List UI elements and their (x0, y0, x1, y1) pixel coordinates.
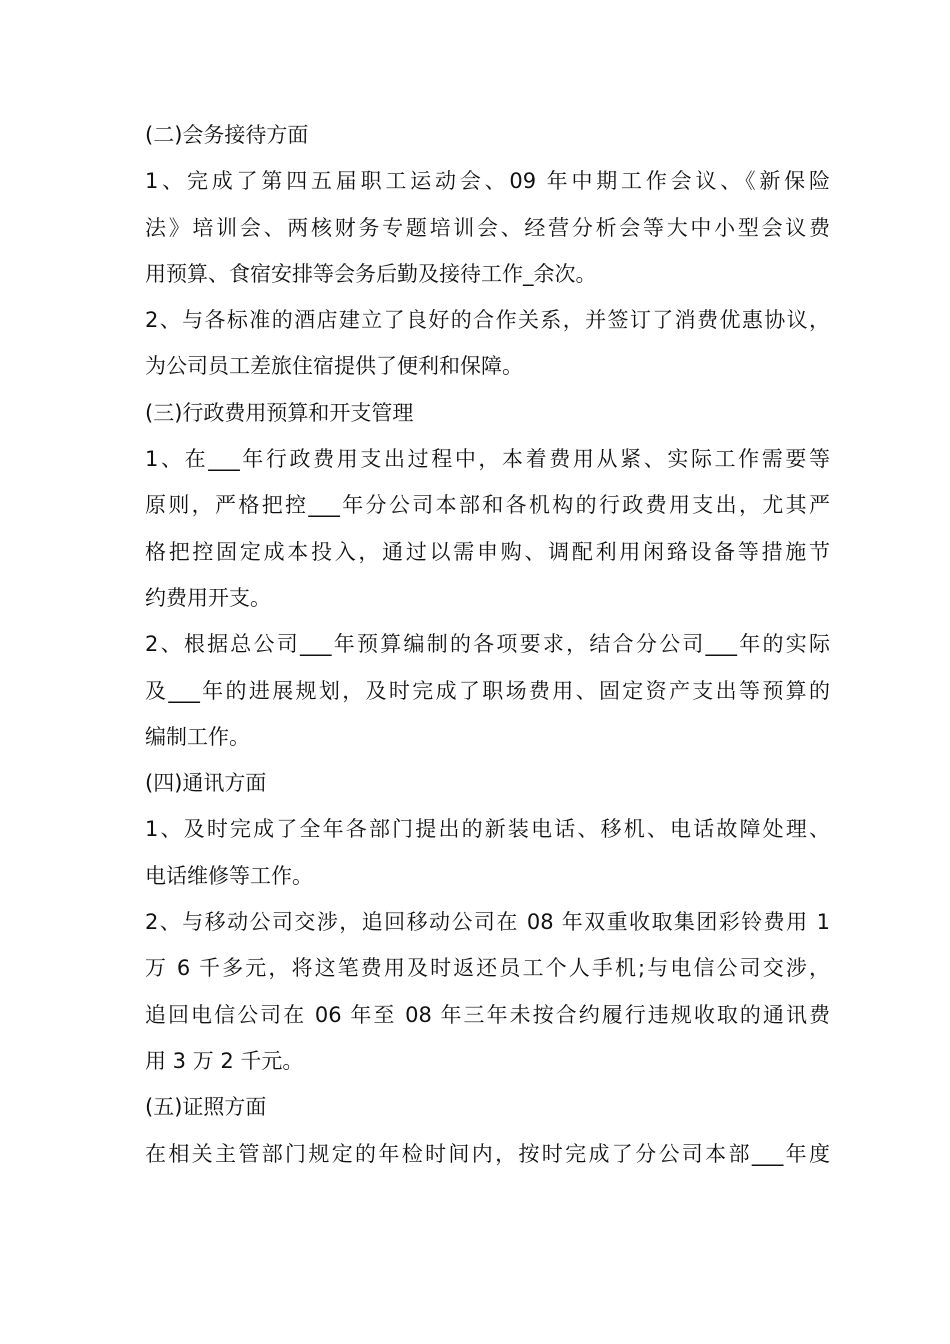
section-heading (145, 760, 830, 806)
text-line: 电话维修等工作。 (145, 863, 313, 888)
heading-text: (二)会务接待方面 (145, 123, 309, 147)
paragraph (145, 158, 830, 297)
text-line: 为公司员工差旅住宿提供了便利和保障。 (145, 354, 523, 379)
text-line: 1、及时完成了全年各部门提出的新装电话、移机、电话故障处理、 (145, 817, 830, 842)
document-body (145, 112, 830, 1177)
paragraph (145, 436, 830, 621)
heading-text: (三)行政费用预算和开支管理 (145, 400, 414, 425)
text-line: 2、与各标准的酒店建立了良好的合作关系，并签订了消费优惠协议， (145, 308, 830, 333)
paragraph (145, 297, 830, 390)
text-line: 用 3 万 2 千元。 (145, 1048, 304, 1073)
paragraph (145, 1131, 830, 1177)
text-line: 2、与移动公司交涉，追回移动公司在 08 年双重收取集团彩铃费用 1 (145, 910, 830, 935)
text-line: 格把控固定成本投入，通过以需申购、调配利用闲臵设备等措施节 (145, 539, 830, 564)
text-line: 及___年的进展规划，及时完成了职场费用、固定资产支出等预算的 (145, 678, 830, 703)
text-line: 1、在___年行政费用支出过程中，本着费用从紧、实际工作需要等 (145, 447, 830, 472)
text-line: 2、根据总公司___年预算编制的各项要求，结合分公司___年的实际 (145, 632, 830, 657)
text-line: 1、完成了第四五届职工运动会、09 年中期工作会议、《新保险 (145, 169, 830, 194)
section-heading (145, 112, 830, 158)
text-line: 用预算、食宿安排等会务后勤及接待工作_余次。 (145, 261, 597, 286)
text-line: 万 6 千多元，将这笔费用及时返还员工个人手机;与电信公司交涉， (145, 956, 830, 981)
paragraph (145, 621, 830, 760)
text-line: 追回电信公司在 06 年至 08 年三年未按合约履行违规收取的通讯费 (145, 1002, 830, 1027)
section-heading (145, 390, 830, 436)
text-line: 法》培训会、两核财务专题培训会、经营分析会等大中小型会议费 (145, 215, 830, 240)
section-heading (145, 1084, 830, 1130)
text-line: 在相关主管部门规定的年检时间内，按时完成了分公司本部___年度 (145, 1141, 830, 1166)
text-line: 原则，严格把控___年分公司本部和各机构的行政费用支出，尤其严 (145, 493, 830, 518)
text-line: 约费用开支。 (145, 585, 271, 610)
heading-text: (四)通讯方面 (145, 771, 267, 796)
paragraph (145, 899, 830, 1084)
text-line: 编制工作。 (145, 724, 250, 749)
paragraph (145, 806, 830, 899)
heading-text: (五)证照方面 (145, 1095, 267, 1120)
